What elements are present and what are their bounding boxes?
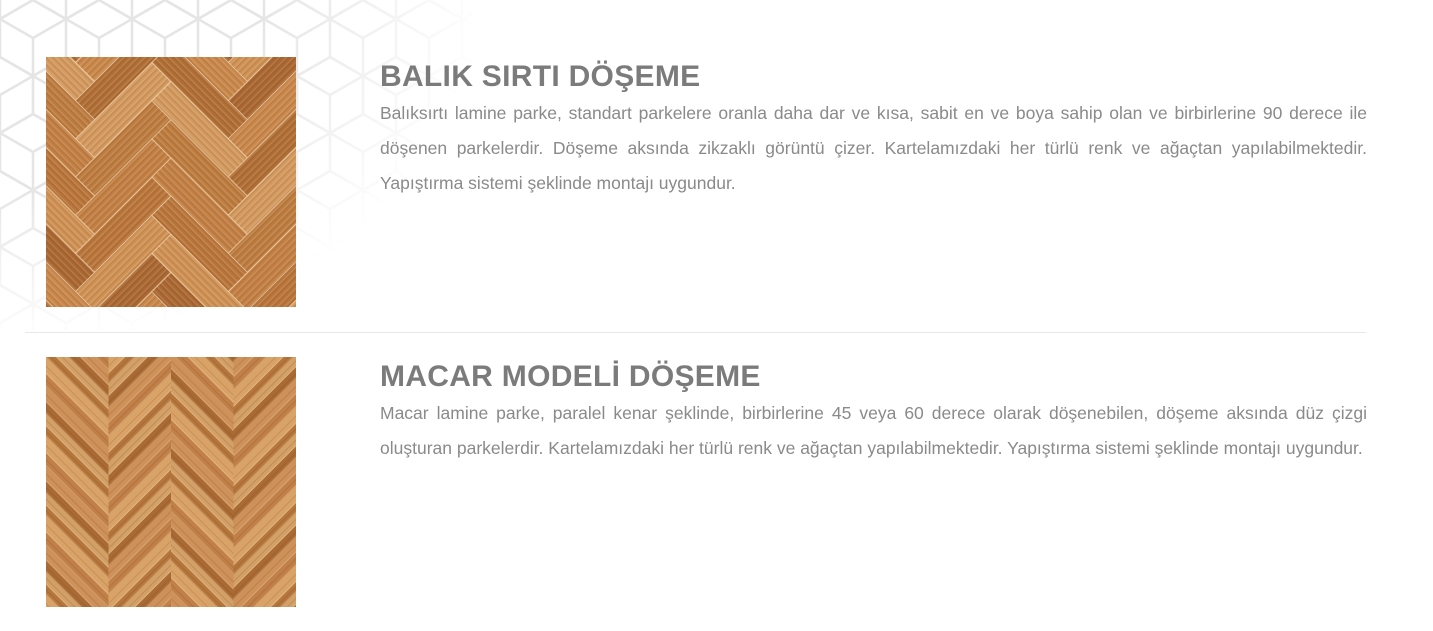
section-divider xyxy=(25,332,1366,333)
section-title-balik-sirti: BALIK SIRTI DÖŞEME xyxy=(380,60,701,93)
herringbone-parquet-graphic xyxy=(46,57,296,307)
chevron-parquet-image xyxy=(46,357,296,607)
section-body-macar-modeli: Macar lamine parke, paralel kenar şeklinde, birbirlerine 45 veya 60 derece olarak döşenebilen, döşeme aksında düz çizgi oluşturan parkelerdir. Kartelamızdaki her türlü renk ve ağaçtan yapılabilmektedir. Yapıştırma sistemi şeklinde montajı uygundur. xyxy=(380,403,1367,458)
section-title-macar-modeli: MACAR MODELİ DÖŞEME xyxy=(380,360,761,393)
chevron-parquet-graphic xyxy=(46,357,296,607)
herringbone-parquet-image xyxy=(46,57,296,307)
section-body-balik-sirti: Balıksırtı lamine parke, standart parkelere oranla daha dar ve kısa, sabit en ve boya sahip olan ve birbirlerine 90 derece ile döşenen parkelerdir. Döşeme aksında zikzaklı görüntü çizer. Kartelamızdaki her türlü renk ve ağaçtan yapılabilmektedir. Yapıştırma sistemi şeklinde montajı uygundur. xyxy=(380,103,1367,193)
